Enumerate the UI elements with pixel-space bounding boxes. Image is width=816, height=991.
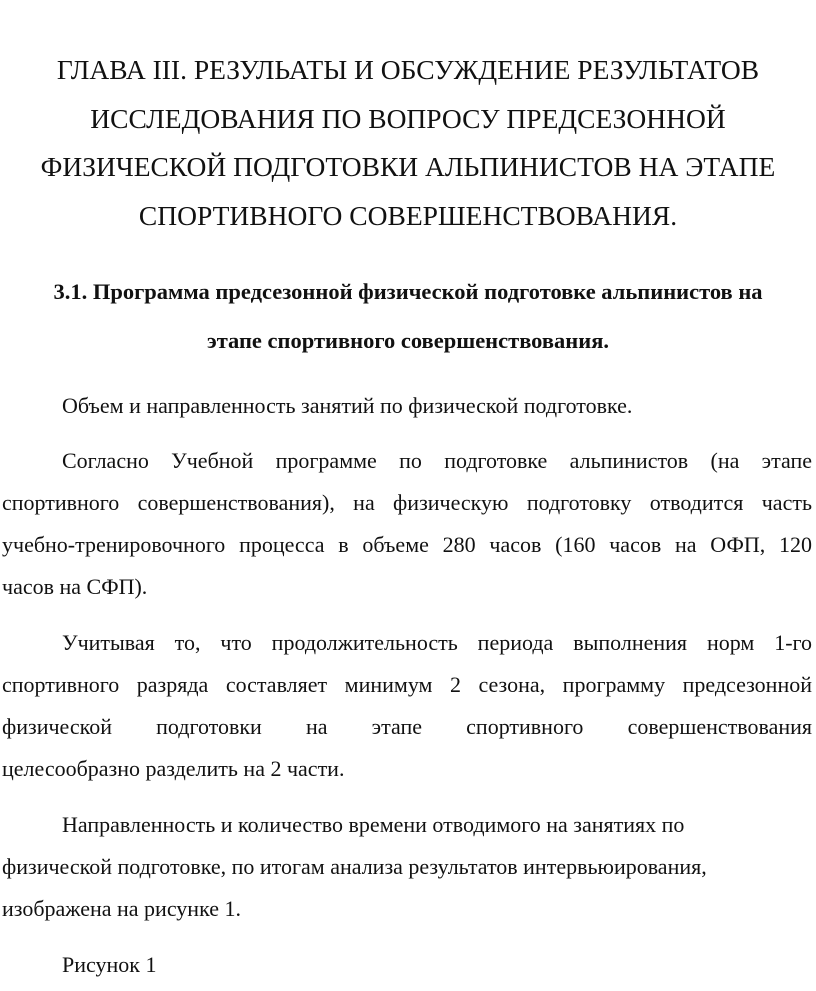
chapter-title-line: ФИЗИЧЕСКОЙ ПОДГОТОВКИ АЛЬПИНИСТОВ НА ЭТАПЕ [40, 151, 776, 183]
chapter-title-line: СПОРТИВНОГО СОВЕРШЕНСТВОВАНИЯ. [138, 199, 678, 231]
paragraph-line: Учитывая то, что продолжительность периода выполнения норм 1-го [62, 630, 812, 655]
paragraph-line: спортивного совершенствования), на физическую подготовку отводится часть [2, 490, 812, 515]
section-heading-line: этапе спортивного совершенствования. [206, 327, 610, 353]
paragraph-line: физической подготовке, по итогам анализа результатов интервьюирования, [2, 854, 707, 879]
paragraph-line: изображена на рисунке 1. [2, 896, 241, 921]
paragraph-line: учебно-тренировочного процесса в объеме 280 часов (160 часов на ОФП, 120 [2, 532, 812, 557]
section-heading-line: 3.1. Программа предсезонной физической подготовке альпинистов на [53, 279, 763, 304]
paragraph-subheading: Объем и направленность занятий по физической подготовке. [62, 393, 633, 418]
paragraph-line: целесообразно разделить на 2 части. [2, 756, 345, 781]
chapter-title-line: ИССЛЕДОВАНИЯ ПО ВОПРОСУ ПРЕДСЕЗОННОЙ [90, 102, 726, 134]
paragraph-line: часов на СФП). [2, 574, 148, 599]
figure-caption: Рисунок 1 [62, 952, 157, 977]
paragraph-line: Направленность и количество времени отводимого на занятиях по [62, 812, 685, 837]
chapter-title [20, 46, 796, 240]
section-heading [0, 268, 816, 365]
paragraph-line: спортивного разряда составляет минимум 2 сезона, программу предсезонной [2, 672, 812, 697]
chapter-title-line: ГЛАВА III. РЕЗУЛЬАТЫ И ОБСУЖДЕНИЕ РЕЗУЛЬТАТОВ [56, 54, 760, 85]
paragraph-line: Согласно Учебной программе по подготовке альпинистов (на этапе [62, 448, 812, 473]
paragraph-line: физической подготовки на этапе спортивного совершенствования [2, 714, 812, 739]
